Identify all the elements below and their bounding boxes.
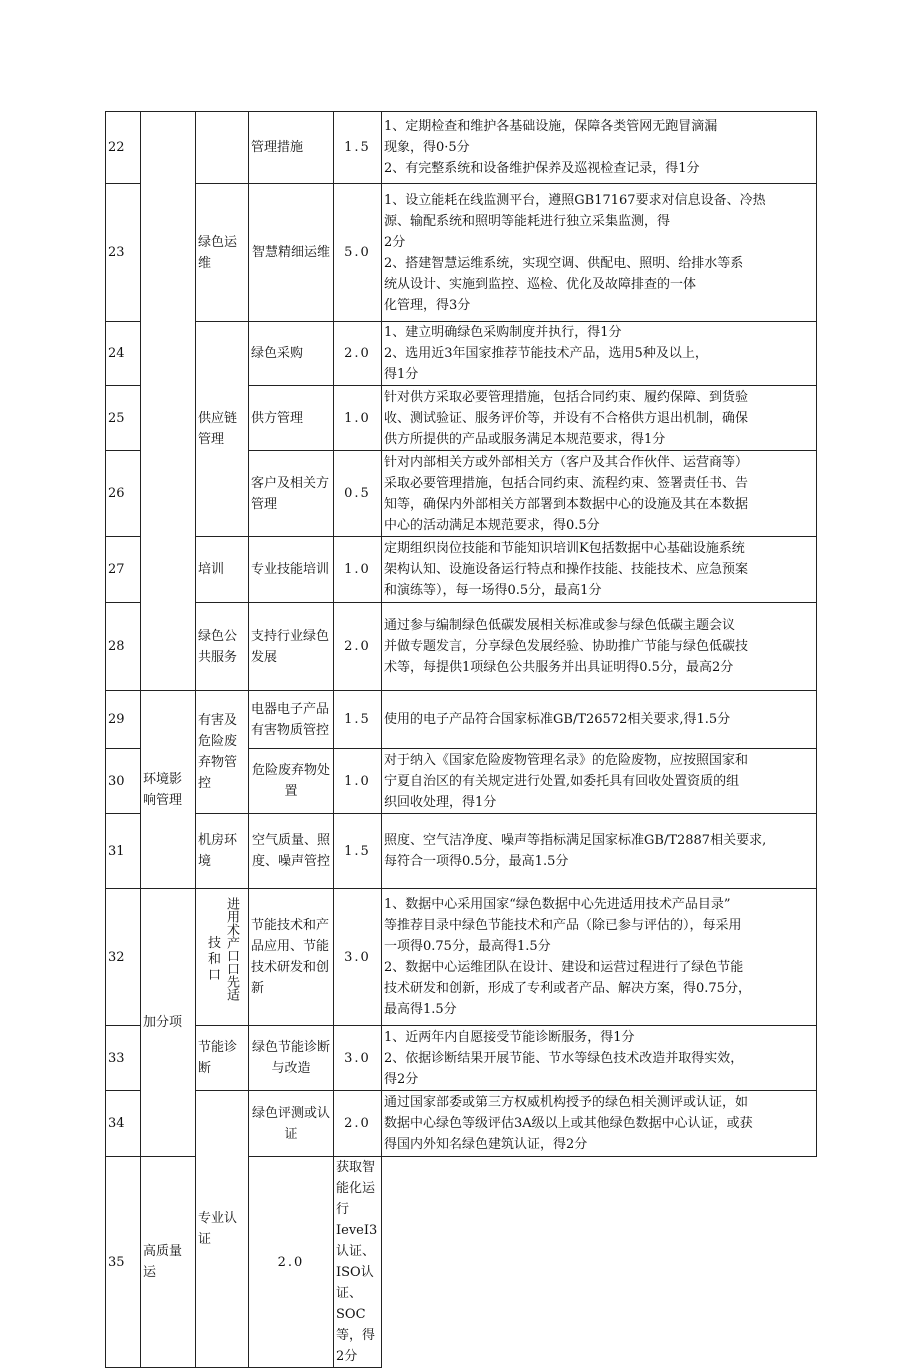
row-number: 22 bbox=[106, 112, 141, 184]
score-cell: 2.0 bbox=[334, 603, 382, 691]
row-number: 34 bbox=[106, 1091, 141, 1157]
description-cell: 针对内部相关方或外部相关方（客户及其合作伙伴、运营商等） 采取必要管理措施，包括合同约束、流程约束、签署责任书、告 知等，确保内外部相关方部署到本数据中心的设施及其在本数据 中心的活动满足本规范要求，得0.5分 bbox=[382, 451, 817, 537]
row-number: 35 bbox=[106, 1157, 141, 1368]
table-row-27 bbox=[106, 537, 817, 603]
description-cell: 1、数据中心采用国家“绿色数据中心先进适用技术产品目录” 等推荐目录中绿色节能技术和产品（除已参与评估的），每采用 一项得0.75分，最高得1.5分 2、数据中心运维团队在设计、建设和运营过程进行了绿色节能 技术研发和创新，形成了专利或者产品、解决方案，得0.75分， 最高得1.5分 bbox=[382, 889, 817, 1026]
subcategory-cell: 绿色评测或认证 bbox=[249, 1091, 334, 1157]
description-cell: 1、近两年内自愿接受节能诊断服务，得1分 2、依据诊断结果开展节能、节水等绿色技术改造并取得实效， 得2分 bbox=[382, 1026, 817, 1091]
table-row-34 bbox=[106, 1091, 817, 1157]
subcategory-cell: 智慧精细运维 bbox=[249, 184, 334, 322]
subcategory-cell: 支持行业绿色发展 bbox=[249, 603, 334, 691]
score-cell: 1.5 bbox=[334, 112, 382, 184]
description-cell: 1、建立明确绿色采购制度并执行，得1分 2、选用近3年国家推荐节能技术产品，选用5种及以上， 得1分 bbox=[382, 322, 817, 386]
row-number: 25 bbox=[106, 386, 141, 451]
category-cell: 绿色公共服务 bbox=[196, 603, 249, 691]
row-number: 27 bbox=[106, 537, 141, 603]
table-row-29 bbox=[106, 691, 817, 749]
score-cell: 2.0 bbox=[334, 1091, 382, 1157]
evaluation-table bbox=[105, 111, 817, 1368]
category-cell: 供应链管理 bbox=[196, 322, 249, 537]
subcategory-cell: 高质量运 bbox=[141, 1157, 196, 1368]
table-row-22 bbox=[106, 112, 817, 184]
description-cell: 获取智能化运行IeveI3认证、ISO认证、SOC等，得2分 bbox=[334, 1157, 382, 1368]
row-number: 24 bbox=[106, 322, 141, 386]
group-cell: 环境影响管理 bbox=[141, 691, 196, 889]
group-cell: 加分项 bbox=[141, 889, 196, 1157]
subcategory-cell: 危险废弃物处置 bbox=[249, 749, 334, 814]
score-cell: 1.0 bbox=[334, 386, 382, 451]
row-number: 31 bbox=[106, 814, 141, 889]
score-cell: 5.0 bbox=[334, 184, 382, 322]
category-cell: 培训 bbox=[196, 537, 249, 603]
row-number: 30 bbox=[106, 749, 141, 814]
table-row-32 bbox=[106, 889, 817, 1026]
score-cell: 0.5 bbox=[334, 451, 382, 537]
subcategory-cell: 客户及相关方管理 bbox=[249, 451, 334, 537]
table-row-23 bbox=[106, 184, 817, 322]
row-number: 28 bbox=[106, 603, 141, 691]
subcategory-cell: 节能技术和产品应用、节能技术研发和创新 bbox=[249, 889, 334, 1026]
category-cell: 绿色运维 bbox=[196, 184, 249, 322]
subcategory-cell: 电器电子产品有害物质管控 bbox=[249, 691, 334, 749]
row-number: 33 bbox=[106, 1026, 141, 1091]
table-row-24 bbox=[106, 322, 817, 386]
category-label-vertical: 进用术产口口先适 bbox=[224, 897, 239, 1001]
score-cell: 2.0 bbox=[334, 322, 382, 386]
description-cell: 使用的电子产品符合国家标准GB/T26572相关要求,得1.5分 bbox=[382, 691, 817, 749]
category-cell: 节能诊断 bbox=[196, 1026, 249, 1091]
subcategory-cell: 绿色节能诊断与改造 bbox=[249, 1026, 334, 1091]
subcategory-cell: 管理措施 bbox=[249, 112, 334, 184]
table-row-28 bbox=[106, 603, 817, 691]
description-cell: 对于纳入《国家危险废物管理名录》的危险废物，应按照国家和 宁夏自治区的有关规定进行处置,如委托具有回收处置资质的组 织回收处理，得1分 bbox=[382, 749, 817, 814]
description-cell: 1、设立能耗在线监测平台，遵照GB17167要求对信息设备、冷热 源、输配系统和照明等能耗进行独立采集监测，得 2分 2、搭建智慧运维系统，实现空调、供配电、照明、给排水等系 统从设计、实施到监控、巡检、优化及故障排查的一体 化管理，得3分 bbox=[382, 184, 817, 322]
subcategory-cell: 专业技能培训 bbox=[249, 537, 334, 603]
description-cell: 照度、空气洁净度、噪声等指标满足国家标准GB/T2887相关要求, 每符合一项得0.5分，最高1.5分 bbox=[382, 814, 817, 889]
score-cell: 1.5 bbox=[334, 691, 382, 749]
group-cell-blank bbox=[141, 112, 196, 691]
category-cell: 专业认证 bbox=[196, 1091, 249, 1368]
row-number: 29 bbox=[106, 691, 141, 749]
table-row-33 bbox=[106, 1026, 817, 1091]
row-number: 26 bbox=[106, 451, 141, 537]
score-cell: 3.0 bbox=[334, 1026, 382, 1091]
subcategory-cell: 空气质量、照度、噪声管控 bbox=[249, 814, 334, 889]
row-number: 32 bbox=[106, 889, 141, 1026]
score-cell: 1.0 bbox=[334, 749, 382, 814]
description-cell: 定期组织岗位技能和节能知识培训K包括数据中心基础设施系统 架构认知、设施设备运行特点和操作技能、技能技术、应急预案 和演练等），每一场得0.5分，最高1分 bbox=[382, 537, 817, 603]
description-cell: 通过参与编制绿色低碳发展相关标准或参与绿色低碳主题会议 并做专题发言，分享绿色发展经验、协助推广节能与绿色低碳技 术等，每提供1项绿色公共服务并出具证明得0.5分，最高2分 bbox=[382, 603, 817, 691]
table-row-31 bbox=[106, 814, 817, 889]
score-cell: 1.5 bbox=[334, 814, 382, 889]
score-cell: 1.0 bbox=[334, 537, 382, 603]
subcategory-cell: 供方管理 bbox=[249, 386, 334, 451]
description-cell: 通过国家部委或第三方权威机构授予的绿色相关测评或认证，如 数据中心绿色等级评估3A级以上或其他绿色数据中心认证，或获 得国内外知名绿色建筑认证，得2分 bbox=[382, 1091, 817, 1157]
category-cell-blank bbox=[196, 112, 249, 184]
description-cell: 1、定期检查和维护各基础设施，保障各类管网无跑冒滴漏 现象，得0·5分 2、有完整系统和设备维护保养及巡视检查记录，得1分 bbox=[382, 112, 817, 184]
category-cell: 机房环境 bbox=[196, 814, 249, 889]
description-cell: 针对供方采取必要管理措施，包括合同约束、履约保障、到货验 收、测试验证、服务评价等，并设有不合格供方退出机制，确保 供方所提供的产品或服务满足本规范要求，得1分 bbox=[382, 386, 817, 451]
category-cell: 进用术产口口先适 技 和 口 bbox=[196, 889, 249, 1026]
score-cell: 2.0 bbox=[249, 1157, 334, 1368]
row-number: 23 bbox=[106, 184, 141, 322]
score-cell: 3.0 bbox=[334, 889, 382, 1026]
category-cell: 有害及危险废弃物管控 bbox=[196, 691, 249, 814]
subcategory-cell: 绿色采购 bbox=[249, 322, 334, 386]
